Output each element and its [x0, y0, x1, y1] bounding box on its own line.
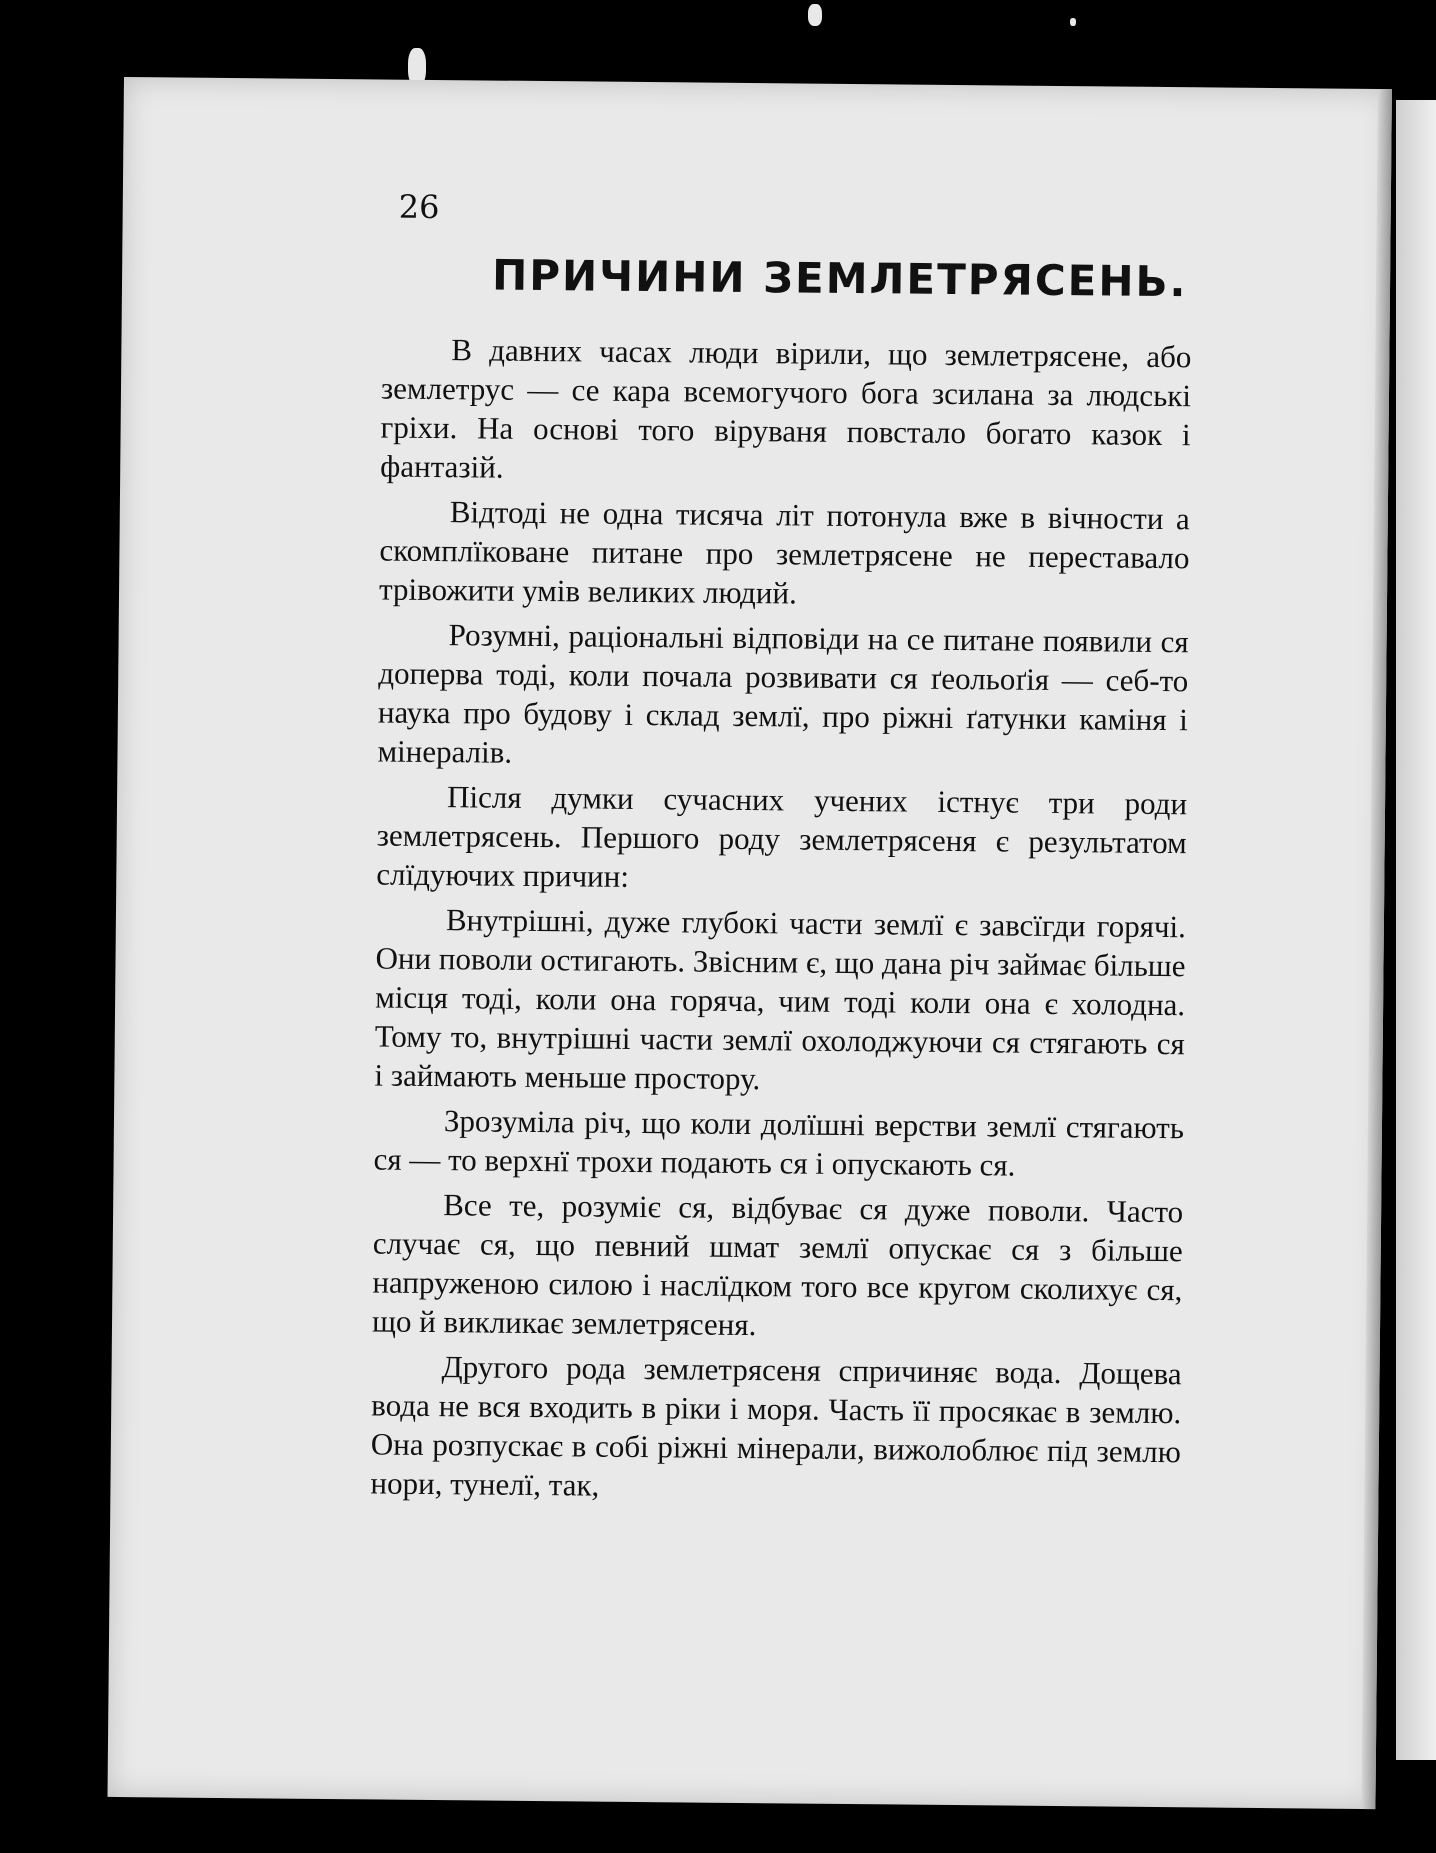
paragraph: Зрозуміла річ, що коли долїшні верстви землї стягають ся — то верхнї трохи подають ся і опускають ся. [373, 1103, 1185, 1183]
dust-speck [808, 4, 822, 26]
dust-speck [1070, 18, 1076, 26]
adjacent-page-edge [1396, 100, 1436, 1760]
body-text [370, 329, 1191, 1516]
paragraph: Розумні, раціональні відповіди на се питане появили ся доперва тоді, коли почала розвивати ся ґеольоґія — себ-то наука про будову і склад землї, про ріжні ґатунки каміня і мінералів. [377, 617, 1189, 770]
paragraph: Другого рода землетрясеня спричиняє вода. Дощева вода не вся входить в ріки і моря. Часть її просякає в землю. Она розпускає в собі ріжні мінерали, вижолоблює під землю нори, тунелї, так, [370, 1349, 1182, 1503]
paragraph: Після думки сучасних учених істнує три роди землетрясень. Першого роду землетрясеня є результатом слїдуючих причин: [376, 779, 1188, 894]
paragraph: Відтоді не одна тисяча літ потонула вже в вічности а скомплїковане питане про землетрясене не переставало трівожити умів великих людий. [378, 494, 1190, 611]
paragraph: Все те, розуміє ся, відбуває ся дуже поволи. Часто случає ся, що певний шмат землї опускає ся з більше напруженою силою і наслїдком того все кругом сколихує ся, що й викликає землетрясеня. [371, 1187, 1184, 1343]
chapter-title: ПРИЧИНИ ЗЕМЛЕТРЯСЕНЬ. [491, 250, 1188, 307]
page-number: 26 [398, 187, 440, 227]
paragraph: В давних часах люди вірили, що землетрясене, або землетрус — се кара всемогучого бога зсилана за людські гріхи. На основі того віруваня повстало богато казок і фантазій. [380, 332, 1192, 485]
book-page [107, 77, 1391, 1809]
paragraph: Внутрішні, дуже глубокі части землї є завсїгди горячі. Они поволи остигають. Звісним є, що дана річ займає більше місця тоді, коли она горяча, чим тоді коли она є холодна. Тому то, внутрішні части землї охолоджуючи ся стягають ся і займають меньше простору. [374, 902, 1187, 1097]
